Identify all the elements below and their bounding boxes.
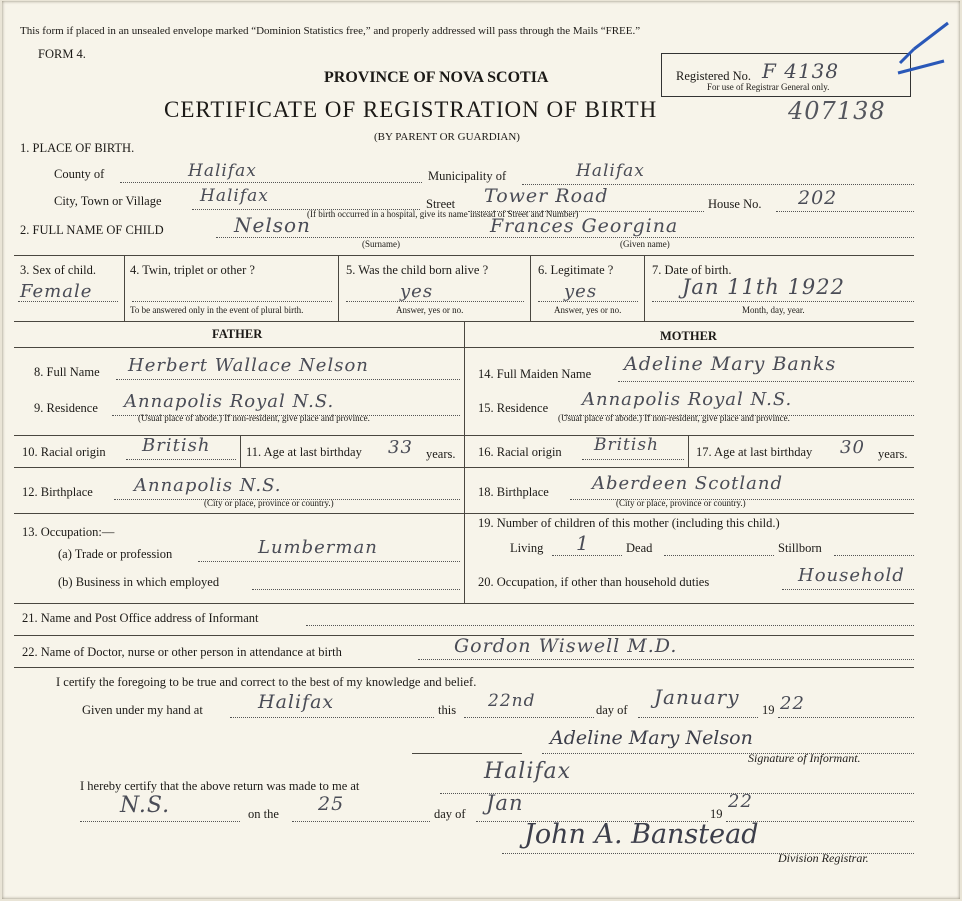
certify-text: I certify the foregoing to be true and correct to the best of my knowledge and belief. — [56, 675, 477, 689]
registrar-signature: John A. Banstead — [524, 819, 759, 850]
hospital-note: (If birth occurred in a hospital, give its name instead of Street and Number) — [307, 209, 579, 219]
legitimate-note: Answer, yes or no. — [554, 305, 622, 315]
legitimate-label: 6. Legitimate ? — [538, 263, 614, 277]
mother-residence-label: 15. Residence — [478, 401, 549, 415]
mother-residence: Annapolis Royal N.S. — [582, 389, 793, 410]
date-note: Month, day, year. — [742, 305, 805, 315]
child-name-label: 2. FULL NAME OF CHILD — [20, 223, 164, 237]
stamped-number: 407138 — [788, 97, 886, 125]
municipality-label: Municipality of — [428, 169, 507, 183]
doctor-label: 22. Name of Doctor, nurse or other person in attendance at birth — [22, 645, 342, 659]
house-value: 202 — [798, 187, 838, 209]
registered-note: For use of Registrar General only. — [707, 82, 830, 92]
alive-label: 5. Was the child born alive ? — [346, 263, 489, 277]
stillborn-label: Stillborn — [778, 541, 822, 555]
given-note: (Given name) — [620, 239, 670, 249]
trade-value: Lumberman — [258, 537, 378, 558]
informant-day: 22nd — [488, 691, 536, 711]
mother-heading: MOTHER — [660, 329, 717, 343]
mother-age-unit: years. — [878, 447, 908, 461]
municipality-value: Halifax — [576, 161, 645, 181]
alive-note: Answer, yes or no. — [396, 305, 464, 315]
informant-label: 21. Name and Post Office address of Informant — [22, 611, 259, 625]
city-label: City, Town or Village — [54, 194, 162, 208]
hereby-text: I hereby certify that the above return was made to me at — [80, 779, 360, 793]
father-residence-label: 9. Residence — [34, 401, 98, 415]
father-name: Herbert Wallace Nelson — [128, 355, 369, 376]
informant-year: 22 — [780, 693, 805, 714]
signature-label: Signature of Informant. — [748, 751, 861, 765]
children-count-label: 19. Number of children of this mother (including this child.) — [478, 516, 780, 530]
father-residence: Annapolis Royal N.S. — [124, 391, 335, 412]
mail-notice: This form if placed in an unsealed envelope marked “Dominion Statistics free,” and properly addressed will pass through the Mails “FREE.” — [20, 25, 641, 37]
mother-name: Adeline Mary Banks — [624, 353, 837, 375]
child-given-name: Frances Georgina — [490, 215, 679, 237]
informant-signature: Adeline Mary Nelson — [550, 727, 753, 749]
registrar-label: Division Registrar. — [778, 851, 869, 865]
sex-label: 3. Sex of child. — [20, 263, 97, 277]
mother-birthplace: Aberdeen Scotland — [592, 473, 784, 494]
child-surname: Nelson — [234, 213, 311, 237]
father-name-label: 8. Full Name — [34, 365, 100, 379]
reg-day-of-label: day of — [434, 807, 466, 821]
mother-birthplace-note: (City or place, province or country.) — [616, 498, 746, 508]
mother-residence-note: (Usual place of abode.) If non-resident, give place and province. — [558, 413, 790, 423]
father-age-unit: years. — [426, 447, 456, 461]
registrar-month: Jan — [486, 791, 524, 815]
reg-year-prefix: 19 — [710, 807, 723, 821]
county-value: Halifax — [188, 161, 257, 181]
mother-age-label: 17. Age at last birthday — [696, 445, 813, 459]
given-under-label: Given under my hand at — [82, 703, 203, 717]
street-value: Tower Road — [484, 185, 609, 207]
registered-number: F 4138 — [762, 59, 840, 83]
year-prefix: 19 — [762, 703, 775, 717]
living-value: 1 — [576, 531, 590, 555]
father-age: 33 — [388, 437, 413, 458]
father-racial: British — [142, 435, 211, 456]
mother-racial: British — [594, 435, 659, 455]
certificate-page — [2, 1, 960, 899]
mother-occupation: Household — [798, 565, 905, 586]
date-value: Jan 11th 1922 — [682, 275, 845, 299]
mother-occupation-label: 20. Occupation, if other than household duties — [478, 575, 710, 589]
father-heading: FATHER — [212, 327, 263, 341]
form-number: FORM 4. — [38, 47, 86, 61]
street-label: Street — [426, 197, 456, 211]
legitimate-value: yes — [564, 281, 598, 302]
city-value: Halifax — [200, 186, 269, 206]
living-label: Living — [510, 541, 544, 555]
mother-name-label: 14. Full Maiden Name — [478, 367, 592, 381]
date-label: 7. Date of birth. — [652, 263, 732, 277]
father-birthplace-label: 12. Birthplace — [22, 485, 93, 499]
place-heading: 1. PLACE OF BIRTH. — [20, 141, 135, 155]
sex-value: Female — [20, 281, 93, 302]
father-racial-label: 10. Racial origin — [22, 445, 106, 459]
twin-label: 4. Twin, triplet or other ? — [130, 263, 255, 277]
checkmark-icon — [894, 19, 954, 85]
informant-month: January — [654, 685, 740, 709]
father-birthplace: Annapolis N.S. — [134, 475, 282, 496]
mother-racial-label: 16. Racial origin — [478, 445, 562, 459]
province-heading: PROVINCE OF NOVA SCOTIA — [324, 69, 549, 86]
father-age-label: 11. Age at last birthday — [246, 445, 362, 459]
registrar-place: Halifax — [484, 759, 572, 784]
mother-birthplace-label: 18. Birthplace — [478, 485, 549, 499]
trade-label: (a) Trade or profession — [58, 547, 173, 561]
house-label: House No. — [708, 197, 762, 211]
doctor-value: Gordon Wiswell M.D. — [454, 635, 678, 657]
dead-label: Dead — [626, 541, 653, 555]
father-residence-note: (Usual place of abode.) If non-resident, give place and province. — [138, 413, 370, 423]
business-label: (b) Business in which employed — [58, 575, 220, 589]
this-label: this — [438, 703, 457, 717]
alive-value: yes — [400, 281, 434, 302]
informant-place: Halifax — [258, 691, 335, 713]
certificate-title: CERTIFICATE OF REGISTRATION OF BIRTH — [164, 97, 658, 122]
registrar-province: N.S. — [120, 793, 171, 818]
on-the-label: on the — [248, 807, 279, 821]
mother-age: 30 — [840, 437, 865, 458]
father-birthplace-note: (City or place, province or country.) — [204, 498, 334, 508]
county-label: County of — [54, 167, 105, 181]
occupation-label: 13. Occupation:— — [22, 525, 115, 539]
registered-label: Registered No. — [676, 69, 751, 83]
twin-note: To be answered only in the event of plural birth. — [130, 305, 304, 315]
surname-note: (Surname) — [362, 239, 400, 249]
registrar-day: 25 — [318, 793, 345, 815]
day-of-label: day of — [596, 703, 628, 717]
certificate-subtitle: (BY PARENT OR GUARDIAN) — [374, 131, 520, 143]
registrar-year: 22 — [728, 791, 753, 812]
